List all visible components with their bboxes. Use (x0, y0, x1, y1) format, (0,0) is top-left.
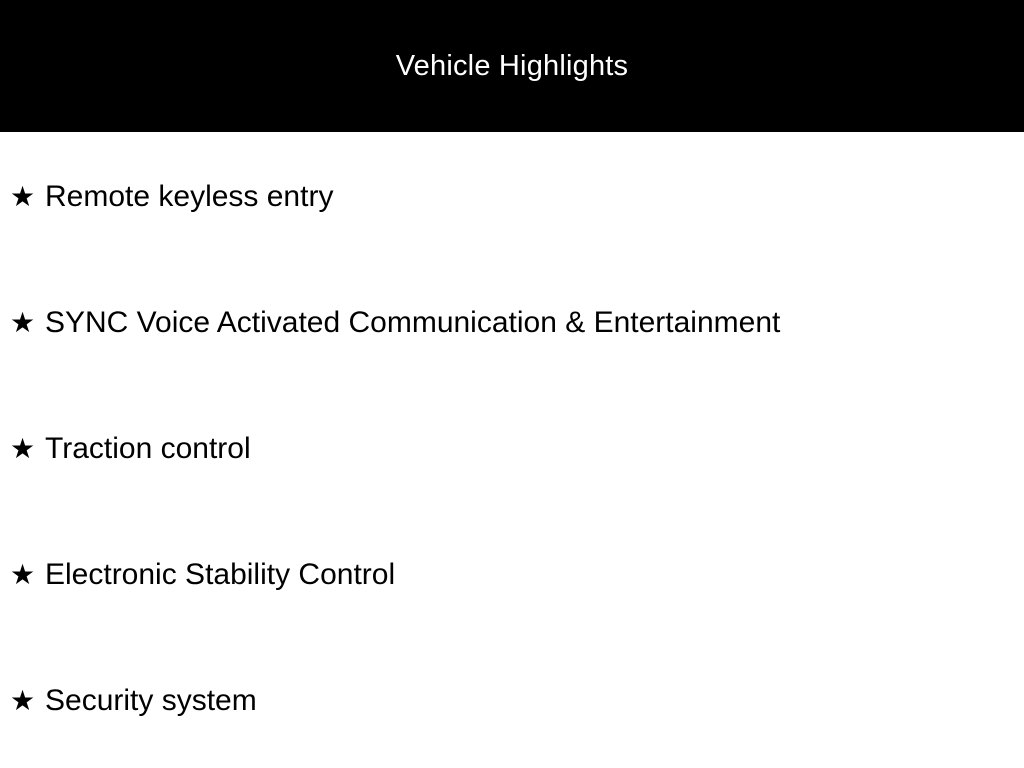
page-header (0, 0, 1024, 132)
star-icon: ★ (10, 433, 36, 464)
highlight-label: Security system (45, 684, 257, 717)
star-icon: ★ (10, 559, 36, 590)
star-icon: ★ (10, 181, 36, 212)
highlight-label: Traction control (45, 432, 251, 465)
star-icon: ★ (10, 685, 36, 716)
star-icon: ★ (10, 307, 36, 338)
list-item (10, 558, 1024, 592)
list-item (10, 684, 1024, 718)
highlights-section (0, 132, 1024, 718)
highlight-label: Electronic Stability Control (45, 558, 396, 591)
highlights-list (0, 132, 1024, 718)
list-item (10, 180, 1024, 214)
list-item (10, 432, 1024, 466)
highlight-label: Remote keyless entry (45, 180, 334, 213)
page-title: Vehicle Highlights (395, 49, 629, 82)
list-item (10, 306, 1024, 340)
highlight-label: SYNC Voice Activated Communication & Entertainment (45, 306, 781, 339)
